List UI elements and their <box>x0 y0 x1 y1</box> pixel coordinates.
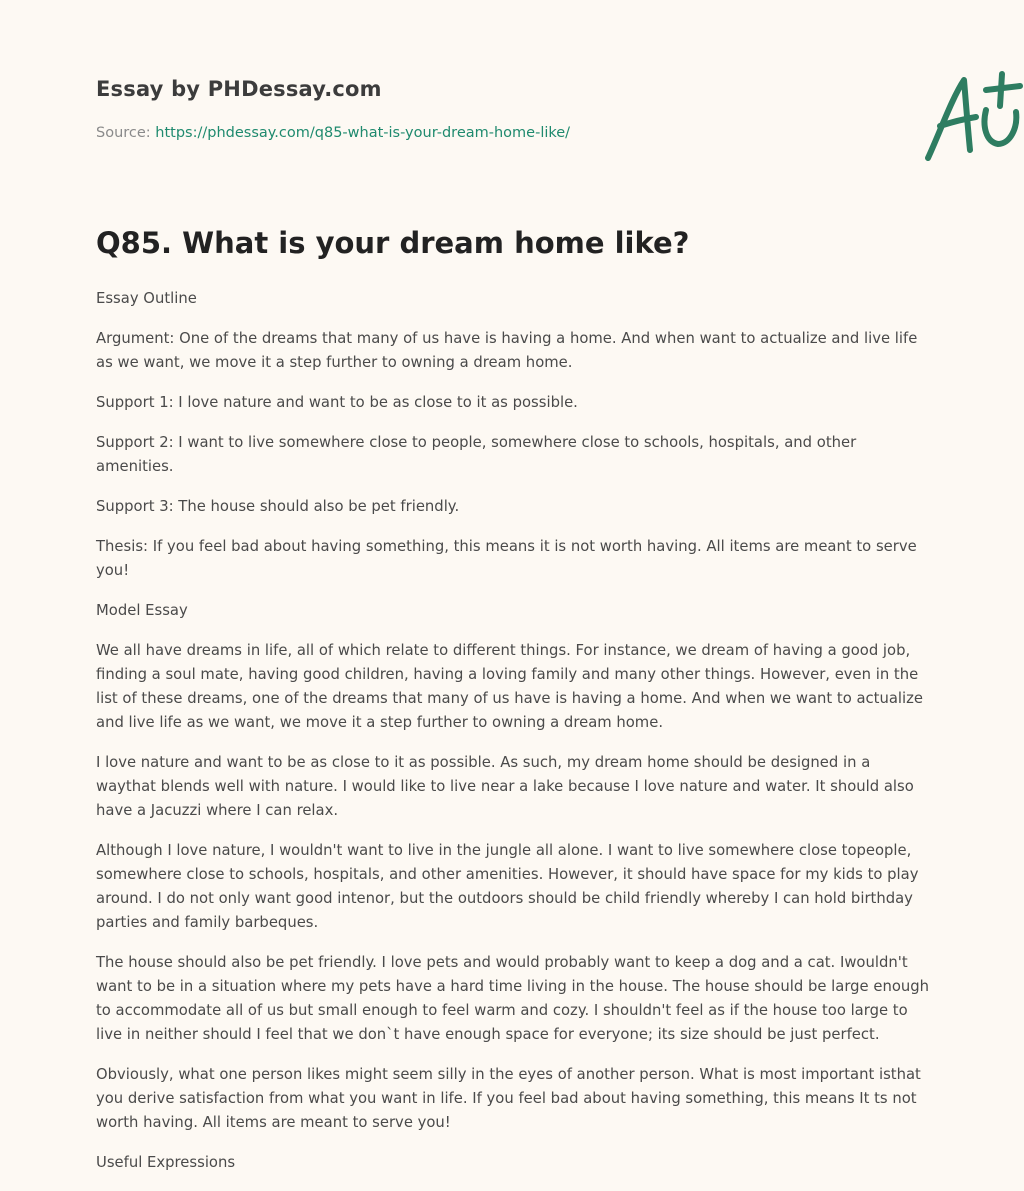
essay-paragraph: I love nature and want to be as close to it as possible. As such, my dream home should be designed in a waythat blends well with nature. I would like to live near a lake because I love nature and water. It should also have a Jacuzzi where I can relax. <box>96 754 914 819</box>
section-heading-model-essay: Model Essay <box>96 602 188 619</box>
outline-thesis: Thesis: If you feel bad about having something, this means it is not worth having. All items are meant to serve you! <box>96 538 917 579</box>
essay-paragraph: Obviously, what one person likes might seem silly in the eyes of another person. What is most important isthat you derive satisfaction from what you want in life. If you feel bad about having something, this means It ts not worth having. All items are meant to serve you! <box>96 1066 921 1131</box>
essay-title: Q85. What is your dream home like? <box>96 226 690 260</box>
source-line <box>96 125 570 141</box>
essay-paragraph: The house should also be pet friendly. I love pets and would probably want to keep a dog and a cat. Iwouldn't want to be in a situation where my pets have a hard time living in the house. The house should be large enough to accommodate all of us but small enough to feel warm and cozy. I shouldn't feel as if the house too large to live in neither should I feel that we don`t have enough space for everyone; its size should be just perfect. <box>96 954 930 1043</box>
source-link[interactable]: https://phdessay.com/q85-what-is-your-dream-home-like/ <box>155 125 571 141</box>
a-plus-grade-icon <box>918 68 1024 164</box>
essay-paragraph: We all have dreams in life, all of which relate to different things. For instance, we dream of having a good job, finding a soul mate, having good children, having a loving family and many other things. However, even in the list of these dreams, one of the dreams that many of us have is having a home. And when we want to actualize and live life as we want, we move it a step further to owning a dream home. <box>96 642 923 731</box>
outline-support-3: Support 3: The house should also be pet friendly. <box>96 498 460 515</box>
source-label: Source: <box>96 125 151 141</box>
section-heading-useful-expressions: Useful Expressions <box>96 1154 236 1171</box>
outline-support-2: Support 2: I want to live somewhere close to people, somewhere close to schools, hospitals, and other amenities. <box>96 434 857 475</box>
outline-support-1: Support 1: I love nature and want to be as close to it as possible. <box>96 394 578 411</box>
essay-paragraph: Although I love nature, I wouldn't want to live in the jungle all alone. I want to live somewhere close topeople, somewhere close to schools, hospitals, and other amenities. However, it should have space for my kids to play around. I do not only want good intenor, but the outdoors should be child friendly whereby I can hold birthday parties and family barbeques. <box>96 842 919 931</box>
section-heading-outline: Essay Outline <box>96 290 197 307</box>
outline-argument: Argument: One of the dreams that many of us have is having a home. And when want to actualize and live life as we want, we move it a step further to owning a dream home. <box>96 330 918 371</box>
site-title: Essay by PHDessay.com <box>96 77 382 101</box>
essay-body <box>96 287 930 1191</box>
